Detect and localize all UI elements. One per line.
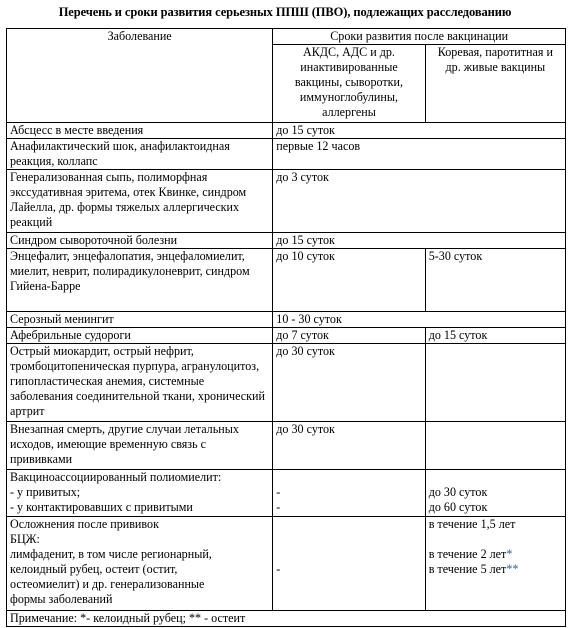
disease-line: - у привитых; xyxy=(10,485,81,499)
inactivated-line: - xyxy=(276,500,281,514)
document-title: Перечень и сроки развития серьезных ППШ (ПВО), подлежащих расследованию xyxy=(58,5,512,19)
live-line xyxy=(429,547,562,562)
disease-cell xyxy=(7,470,273,517)
inactivated-cell: до 7 суток xyxy=(273,328,425,344)
live-line xyxy=(429,532,562,547)
disease-cell: Энцефалит, энцефалопатия, энцефаломиелит, миелит, неврит, полирадикулоневрит, синдром Гийена-Барре xyxy=(7,249,273,312)
live-line: до 30 суток xyxy=(428,485,488,499)
live-line-text: в течение 5 лет xyxy=(428,562,507,576)
disease-cell: Анафилактический шок, анафилактоидная реакция, коллапс xyxy=(7,139,273,170)
header-live: Коревая, паротитная и др. живые вакцины xyxy=(425,45,565,123)
period-cell: до 15 суток xyxy=(273,233,566,249)
footnote-row xyxy=(7,611,566,627)
disease-cell: Острый миокардит, острый нефрит, тромбоцитопеническая пурпура, агранулоцитоз, гипопластическая анемия, системные заболевания соединительной ткани, хронический артрит xyxy=(7,344,273,422)
disease-line: - у контактировавших с привитыми xyxy=(10,500,193,514)
live-line: до 60 суток xyxy=(428,500,488,514)
disease-line: БЦЖ: xyxy=(10,532,40,546)
table-row xyxy=(7,123,566,139)
table-row xyxy=(7,344,566,422)
footnote-mark: ** xyxy=(506,562,519,576)
inactivated-line xyxy=(276,532,421,547)
table-row xyxy=(7,422,566,470)
disease-cell: Внезапная смерть, другие случаи летальных исходов, имеющие временную связь с прививками xyxy=(7,422,273,470)
table-row xyxy=(7,170,566,233)
inactivated-line: - xyxy=(276,485,281,499)
live-cell: 5-30 суток xyxy=(425,249,565,312)
disease-cell: Генерализованная сыпь, полиморфная экссудативная эритема, отек Квинке, синдром Лайелла, др. формы тяжелых аллергических реакций xyxy=(7,170,273,233)
period-cell: 10 - 30 суток xyxy=(273,312,566,328)
live-cell xyxy=(425,422,565,470)
disease-line: Осложнения после прививок xyxy=(10,517,159,531)
disease-cell xyxy=(7,517,273,611)
disease-line: формы заболеваний xyxy=(10,592,113,606)
table-row xyxy=(7,517,566,611)
inactivated-line xyxy=(276,470,421,485)
inactivated-cell: до 30 суток xyxy=(273,344,425,422)
live-line xyxy=(429,470,562,485)
table-row xyxy=(7,139,566,170)
period-cell: до 15 суток xyxy=(273,123,566,139)
live-cell: до 15 суток xyxy=(425,328,565,344)
complications-table xyxy=(6,28,566,627)
inactivated-line xyxy=(276,547,421,562)
disease-cell: Абсцесс в месте введения xyxy=(7,123,273,139)
inactivated-line: - xyxy=(276,562,281,576)
disease-cell: Серозный менингит xyxy=(7,312,273,328)
table-row xyxy=(7,249,566,312)
header-disease: Заболевание xyxy=(7,29,273,123)
header-period: Сроки развития после вакцинации xyxy=(273,29,566,45)
table-row xyxy=(7,233,566,249)
inactivated-cell: до 30 суток xyxy=(273,422,425,470)
footnote: Примечание: *- келоидный рубец; ** - остеит xyxy=(7,611,566,627)
live-line: в течение 1,5 лет xyxy=(428,517,516,531)
disease-cell: Синдром сывороточной болезни xyxy=(7,233,273,249)
disease-line: Вакциноассоциированный полиомиелит: xyxy=(10,470,222,484)
footnote-mark: * xyxy=(506,547,513,561)
header-inactivated: АКДС, АДС и др. инактивированные вакцины, сыворотки, иммуноглобулины, аллергены xyxy=(273,45,425,123)
header-row xyxy=(7,29,566,45)
live-cell xyxy=(425,470,565,517)
live-line xyxy=(429,562,562,577)
inactivated-cell: до 10 суток xyxy=(273,249,425,312)
disease-line: келоидный рубец, остеит (остит, xyxy=(10,562,178,576)
inactivated-cell xyxy=(273,517,425,611)
disease-line: остеомиелит) и др. генерализованные xyxy=(10,577,205,591)
table-row xyxy=(7,470,566,517)
period-cell: первые 12 часов xyxy=(273,139,566,170)
inactivated-cell xyxy=(273,470,425,517)
disease-line: лимфаденит, в том числе регионарный, xyxy=(10,547,212,561)
live-line-text: в течение 2 лет xyxy=(428,547,507,561)
table-row xyxy=(7,312,566,328)
live-cell xyxy=(425,517,565,611)
disease-cell: Афебрильные судороги xyxy=(7,328,273,344)
live-cell xyxy=(425,344,565,422)
table-row xyxy=(7,328,566,344)
inactivated-line xyxy=(276,517,421,532)
period-cell: до 3 суток xyxy=(273,170,566,233)
